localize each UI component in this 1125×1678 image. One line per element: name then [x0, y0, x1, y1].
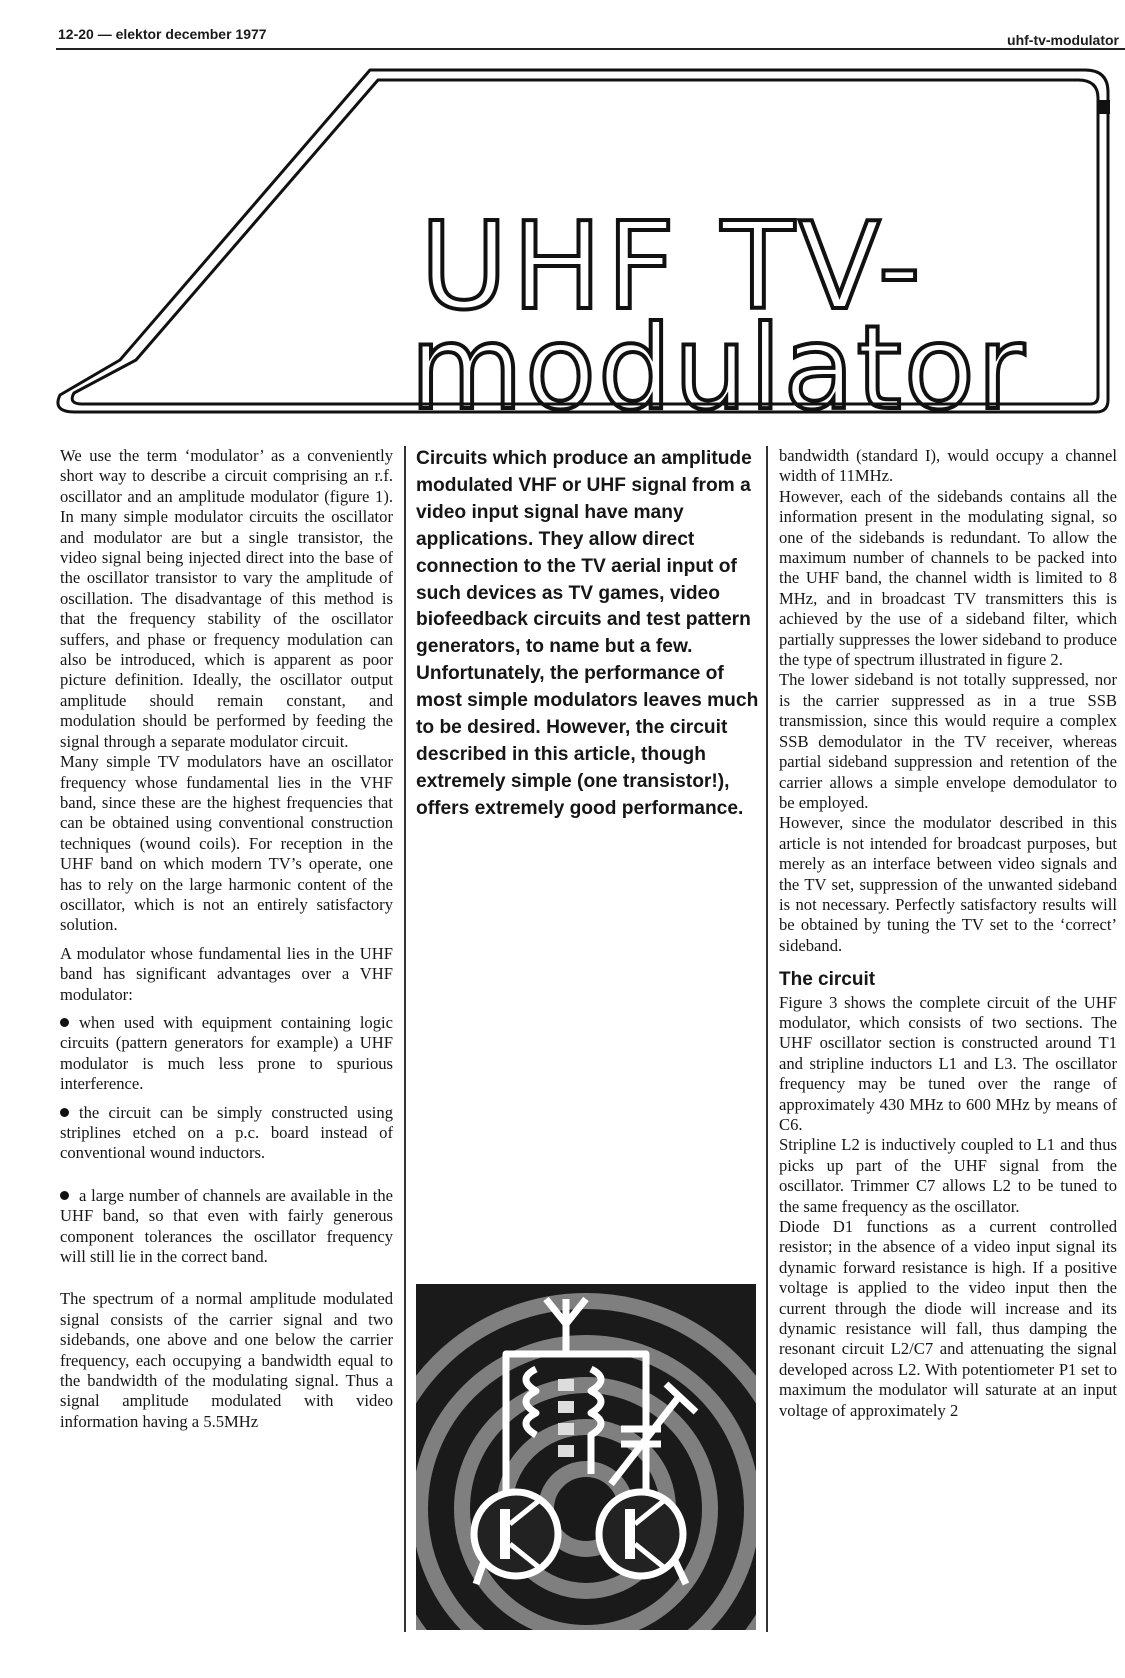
body-paragraph: However, each of the sidebands contains all the information present in the modulating signal, so one of the sidebands is redundant. To allow the maximum number of channels to be packed into the UHF band, the channel width is limited to 8 MHz, and in broadcast TV transmitters this is achieved by the use of a sideband filter, which partially suppresses the lower sideband to produce the type of spectrum illustrated in figure 2. — [779, 486, 1117, 670]
bullet-text: the circuit can be simply constructed using striplines etched on a p.c. board instead of conventional wound inductors. — [60, 1102, 393, 1163]
left-column — [60, 446, 393, 1432]
section-subheading: The circuit — [779, 969, 876, 991]
body-paragraph: The spectrum of a normal amplitude modulated signal consists of the carrier signal and two sidebands, one above and one below the carrier frequency, each occupying a bandwidth equal to the bandwidth of the modulating signal. Thus a signal amplitude modulated with video information having a 5.5MHz — [60, 1289, 393, 1431]
bullet-icon — [60, 1018, 69, 1027]
circuit-illustration — [416, 1284, 756, 1630]
body-paragraph: Diode D1 functions as a current controlled resistor; in the absence of a video input signal its dynamic forward resistance is high. If a positive voltage is applied to the video input then the current through the diode will increase and its dynamic resistance will fall, thus damping the resonant circuit L2/C7 and attenuating the signal developed across L2. With potentiometer P1 set to maximum the modulator will saturate at an input voltage of approximately 2 — [779, 1217, 1117, 1420]
bullet-icon — [60, 1191, 69, 1200]
section-title: uhf-tv-modulator — [1007, 32, 1119, 48]
body-paragraph: Stripline L2 is inductively coupled to L1 and thus picks up part of the UHF signal from the oscillator. Trimmer C7 allows L2 to be tuned to the same frequency as the oscillator. — [779, 1135, 1117, 1216]
body-paragraph: Figure 3 shows the complete circuit of the UHF modulator, which consists of two sections. The UHF oscillator section is constructed around T1 and stripline inductors L1 and L3. The oscillator frequency may be tuned over the range of approximately 430 MHz to 600 MHz by means of C6. — [779, 992, 1117, 1134]
column-divider-right — [766, 446, 768, 1632]
banner-tab-mark — [1098, 100, 1110, 114]
body-paragraph: The lower sideband is not totally suppressed, nor is the carrier suppressed as in a true SSB transmission, since this would require a complex SSB demodulator in the TV receiver, whereas partial sideband suppression and retention of the carrier allows a simple envelope demodulator to be employed. — [779, 670, 1117, 812]
body-paragraph: We use the term ‘modulator’ as a conveniently short way to describe a circuit comprising an r.f. oscillator and an amplitude modulator (figure 1). In many simple modulator circuits the oscillator and modulator are but a single transistor, the video signal being injected direct into the base of the oscillator transistor to vary the amplitude of oscillation. The disadvantage of this method is that the frequency stability of the oscillator suffers, and phase or frequency modulation can also be introduced, which is apparent as poor picture definition. Ideally, the oscillator output amplitude should remain constant, and modulation should be performed by feeding the signal through a separate modulator circuit. — [60, 446, 393, 751]
body-paragraph: Many simple TV modulators have an oscillator frequency whose fundamental lies in the VHF band, since these are the highest frequencies that can be obtained using conventional construction techniques (wound coils). For reception in the UHF band on which modern TV’s operate, one has to rely on the large harmonic content of the oscillator, which is not an entirely satisfactory solution. — [60, 752, 393, 935]
column-divider-left — [404, 446, 406, 1632]
bullet-item — [60, 1186, 393, 1268]
title-line1: UHF TV- — [420, 198, 925, 337]
right-column — [779, 446, 1117, 1421]
bullet-item — [60, 1103, 393, 1164]
bullet-text: a large number of channels are available in the UHF band, so that even with fairly generous component tolerances the oscillator frequency will still lie in the correct band. — [60, 1185, 393, 1267]
bullet-text: when used with equipment containing logic circuits (pattern generators for example) a UHF modulator is much less prone to spurious interference. — [60, 1012, 393, 1094]
body-paragraph: However, since the modulator described in this article is not intended for broadcast purposes, but merely as an interface between video signals and the TV set, suppression of the unwanted sideband is not necessary. Perfectly satisfactory results will be obtained by tuning the TV set to the ‘correct’ sideband. — [779, 813, 1117, 955]
title-line2: modulator — [410, 301, 1027, 436]
body-paragraph: A modulator whose fundamental lies in the UHF band has significant advantages over a VHF modulator: — [60, 943, 393, 1004]
bullet-icon — [60, 1108, 69, 1117]
bullet-item — [60, 1013, 393, 1095]
intro-column — [416, 446, 760, 823]
header-rule — [56, 48, 1125, 50]
page-reference: 12-20 — elektor december 1977 — [58, 26, 267, 42]
title-banner — [0, 55, 1125, 440]
body-paragraph: bandwidth (standard I), would occupy a channel width of 11MHz. — [779, 446, 1117, 486]
intro-text: Circuits which produce an amplitude modulated VHF or UHF signal from a video input signal have many applications. They allow direct connection to the TV aerial input of such devices as TV games, video biofeedback circuits and test pattern generators, to name but a few. Unfortunately, the performance of most simple modulators leaves much to be desired. However, the circuit described in this article, though extremely simple (one transistor!), offers extremely good performance. — [416, 448, 759, 819]
